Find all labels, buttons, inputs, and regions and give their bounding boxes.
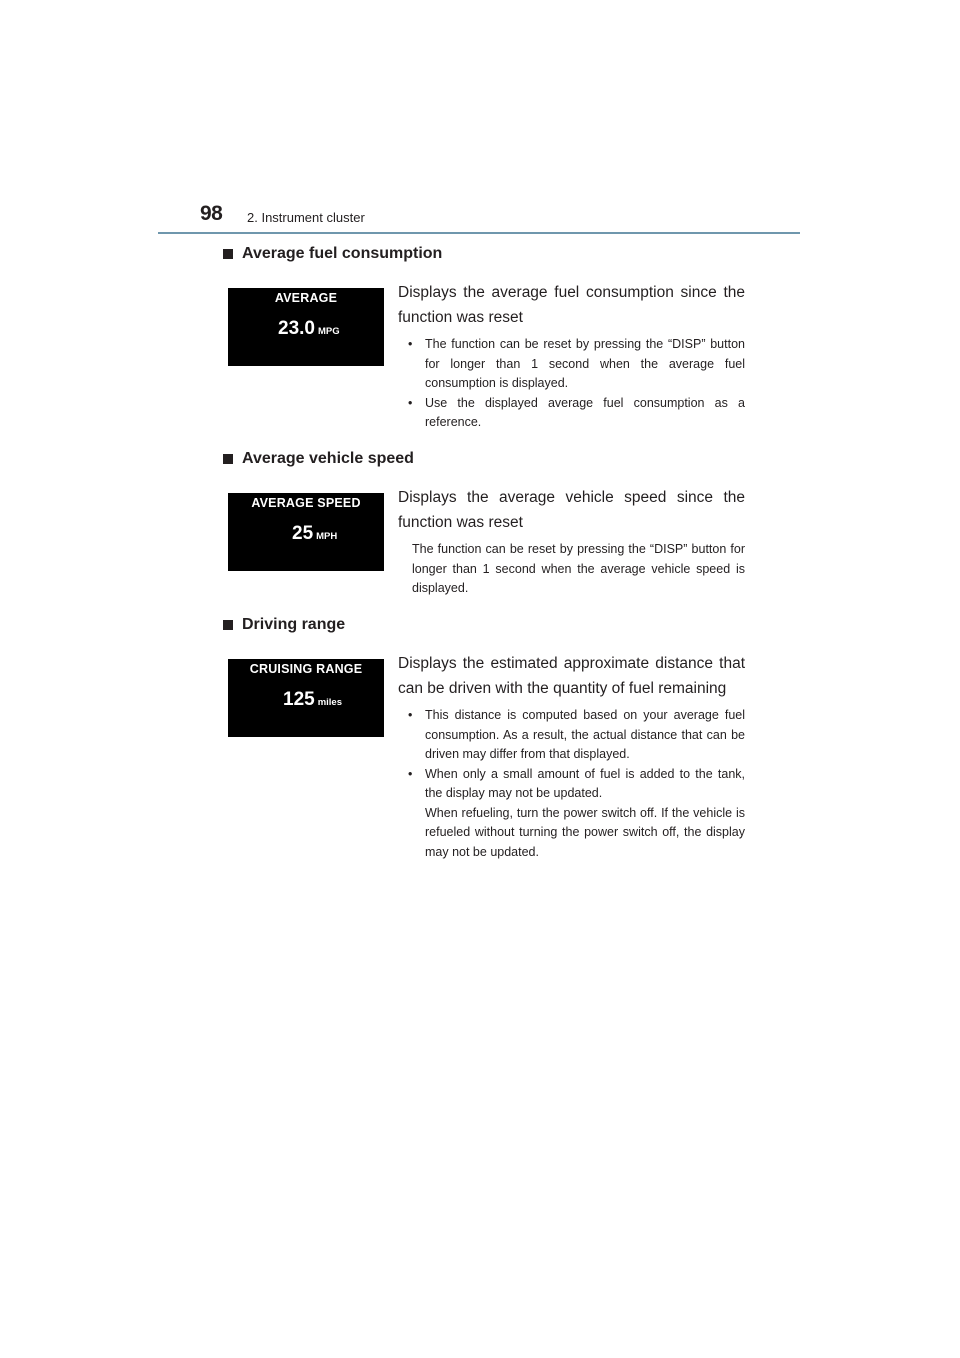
display-unit: MPG	[317, 326, 340, 337]
note-text: When only a small amount of fuel is added to the tank, the display may not be updated.	[425, 766, 745, 800]
heading-text: Driving range	[242, 616, 346, 633]
note-text: The function can be reset by pressing the “DISP” button for longer than 1 second when the average fuel consumption is displayed.	[425, 337, 745, 390]
display-number: 25	[292, 523, 314, 544]
display-label: AVERAGE	[274, 291, 338, 305]
heading-average-fuel-consumption	[223, 245, 442, 263]
cruising-range-display	[228, 659, 384, 737]
notes-list	[398, 335, 745, 433]
section-title: 2. Instrument cluster	[247, 210, 365, 225]
display-label: CRUISING RANGE	[249, 662, 363, 676]
note-item	[398, 765, 745, 863]
description-text: Displays the average vehicle speed since the function was reset	[398, 489, 745, 531]
average-speed-display	[228, 493, 384, 571]
bullet-icon: •	[408, 395, 413, 410]
square-bullet-icon	[223, 620, 233, 630]
note-item	[398, 394, 745, 433]
notes-list	[398, 706, 745, 862]
note-text: This distance is computed based on your average fuel consumption. As a result, the actual distance that can be driven may differ from that displayed.	[425, 708, 745, 761]
display-unit: miles	[317, 697, 342, 708]
display-value	[292, 523, 337, 545]
note-item	[398, 335, 745, 394]
page-number: 98	[200, 202, 223, 225]
header-divider	[158, 232, 800, 234]
heading-text: Average vehicle speed	[242, 450, 414, 467]
average-fuel-description	[398, 280, 745, 433]
bullet-icon: •	[408, 708, 413, 722]
heading-average-vehicle-speed	[223, 450, 414, 468]
square-bullet-icon	[223, 249, 233, 259]
note-item	[398, 706, 745, 765]
heading-text: Average fuel consumption	[242, 245, 443, 262]
driving-range-description	[398, 651, 745, 862]
description-text: Displays the estimated approximate distance that can be driven with the quantity of fuel remaining	[398, 655, 745, 697]
average-speed-description	[398, 485, 745, 599]
average-fuel-display	[228, 288, 384, 366]
display-value	[278, 318, 340, 340]
note-text: The function can be reset by pressing the “DISP” button for longer than 1 second when the average vehicle speed is displayed.	[412, 542, 745, 595]
note-continuation: When refueling, turn the power switch off. If the vehicle is refueled without turning the power switch off, the display may not be updated.	[425, 805, 745, 859]
display-label: AVERAGE SPEED	[251, 496, 361, 510]
display-value	[283, 689, 342, 711]
bullet-icon: •	[408, 337, 413, 351]
note-text: Use the displayed average fuel consumption as a reference.	[425, 395, 745, 429]
description-text: Displays the average fuel consumption since the function was reset	[398, 284, 745, 326]
display-number: 23.0	[278, 318, 315, 339]
square-bullet-icon	[223, 454, 233, 464]
heading-driving-range	[223, 616, 345, 634]
display-number: 125	[283, 689, 315, 710]
bullet-icon: •	[408, 766, 413, 781]
display-unit: MPH	[316, 531, 338, 542]
